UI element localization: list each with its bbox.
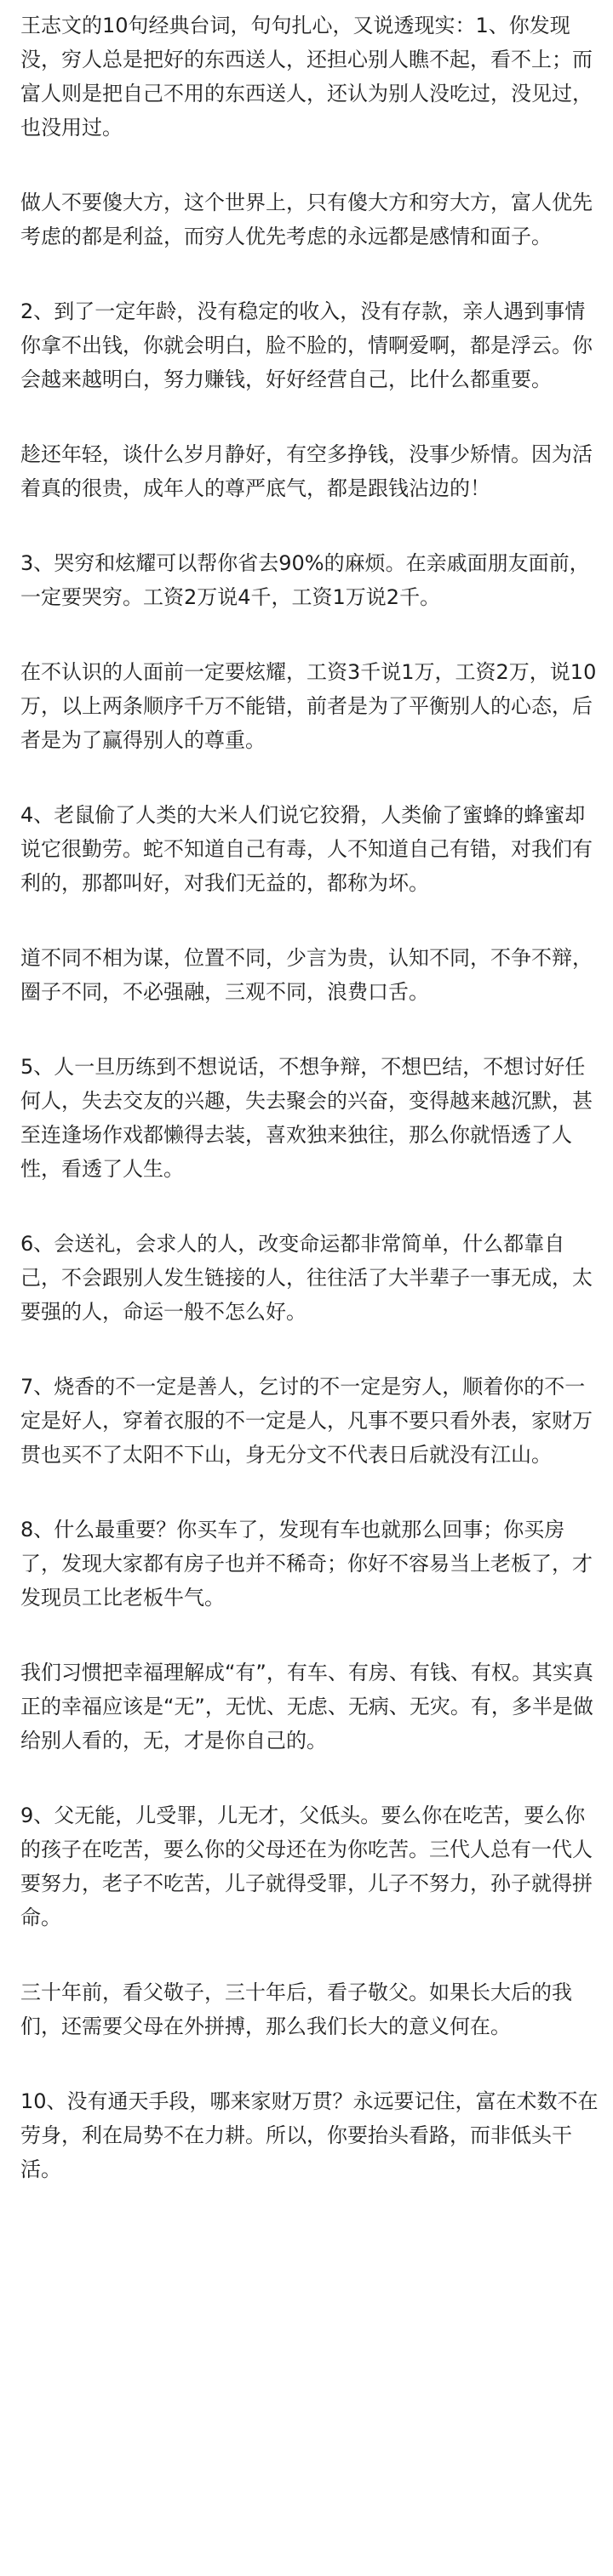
paragraph-2: 2、到了一定年龄，没有稳定的收入，没有存款，亲人遇到事情你拿不出钱，你就会明白，脸不脸的，情啊爱啊，都是浮云。你会越来越明白，努力赚钱，好好经营自己，比什么都重要。 (20, 299, 593, 391)
paragraph-9: 9、父无能，儿受罪，儿无才，父低头。要么你在吃苦，要么你的孩子在吃苦，要么你的父母还在为你吃苦。三代人总有一代人要努力，老子不吃苦，儿子就得受罪，儿子不努力，孙子就得拼命。 (20, 1804, 593, 1929)
paragraph-6: 6、会送礼，会求人的人，改变命运都非常简单，什么都靠自己，不会跟别人发生链接的人，往往活了大半辈子一事无成，太要强的人，命运一般不怎么好。 (20, 1232, 593, 1324)
paragraph-3-note: 在不认识的人面前一定要炫耀，工资3千说1万，工资2万，说10万，以上两条顺序千万不能错，前者是为了平衡别人的心态，后者是为了赢得别人的尊重。 (20, 660, 597, 752)
paragraph-2-note: 趁还年轻，谈什么岁月静好，有空多挣钱，没事少矫情。因为活着真的很贵，成年人的尊严底气，都是跟钱沾边的！ (20, 442, 593, 500)
paragraph-7: 7、烧香的不一定是善人，乞讨的不一定是穷人，顺着你的不一定是好人，穿着衣服的不一定是人，凡事不要只看外表，家财万贯也买不了太阳不下山，身无分文不代表日后就没有江山。 (20, 1375, 593, 1467)
paragraph-5: 5、人一旦历练到不想说话，不想争辩，不想巴结，不想讨好任何人，失去交友的兴趣，失去聚会的兴奋，变得越来越沉默，甚至连逢场作戏都懒得去装，喜欢独来独往，那么你就悟透了人性，看透了人生。 (20, 1055, 593, 1181)
paragraph-4-note: 道不同不相为谋，位置不同，少言为贵，认知不同，不争不辩，圈子不同，不必强融，三观不同，浪费口舌。 (20, 946, 593, 1004)
paragraph-8: 8、什么最重要？你买车了，发现有车也就那么回事；你买房了，发现大家都有房子也并不稀奇；你好不容易当上老板了，才发现员工比老板牛气。 (20, 1518, 593, 1610)
paragraph-1-note: 做人不要傻大方，这个世界上，只有傻大方和穷大方，富人优先考虑的都是利益，而穷人优先考虑的永远都是感情和面子。 (20, 191, 593, 248)
paragraph-8-note: 我们习惯把幸福理解成“有”，有车、有房、有钱、有权。其实真正的幸福应该是“无”，无忧、无虑、无病、无灾。有，多半是做给别人看的，无，才是你自己的。 (20, 1661, 593, 1752)
article-body (20, 9, 599, 2186)
paragraph-intro-1: 王志文的10句经典台词，句句扎心，又说透现实：1、你发现没，穷人总是把好的东西送人，还担心别人瞧不起，看不上；而富人则是把自己不用的东西送人，还认为别人没吃过，没见过，也没用过。 (20, 14, 593, 140)
paragraph-4: 4、老鼠偷了人类的大米人们说它狡猾，人类偷了蜜蜂的蜂蜜却说它很勤劳。蛇不知道自己有毒，人不知道自己有错，对我们有利的，那都叫好，对我们无益的，都称为坏。 (20, 803, 593, 895)
paragraph-10: 10、没有通天手段，哪来家财万贯？永远要记住，富在术数不在劳身，利在局势不在力耕。所以，你要抬头看路，而非低头干活。 (20, 2089, 599, 2181)
paragraph-3: 3、哭穷和炫耀可以帮你省去90%的麻烦。在亲戚面朋友面前，一定要哭穷。工资2万说4千，工资1万说2千。 (20, 551, 590, 609)
paragraph-9-note: 三十年前，看父敬子，三十年后，看子敬父。如果长大后的我们，还需要父母在外拼搏，那么我们长大的意义何在。 (20, 1980, 572, 2038)
